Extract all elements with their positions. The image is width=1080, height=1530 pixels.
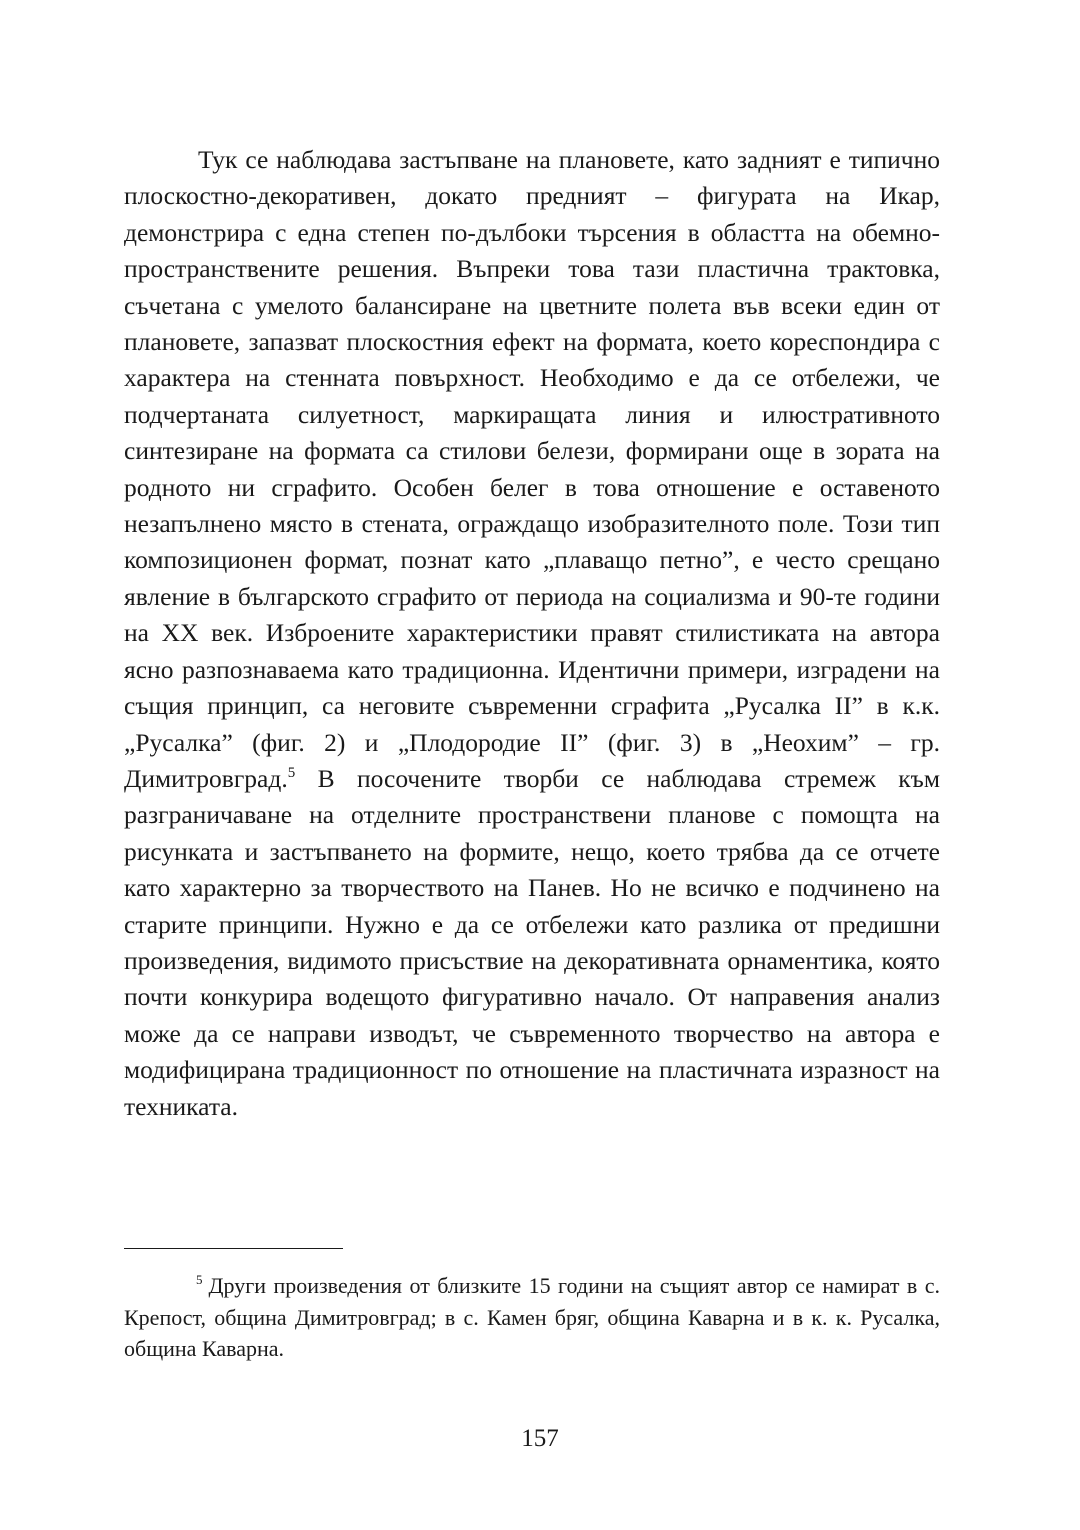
page-number: 157 [521, 1425, 559, 1452]
main-paragraph [124, 142, 940, 1125]
paragraph-text-part-1: Тук се наблюдава застъпване на плановете, като задният е типично плоскостно-декоративен, докато предният – фигурата на Икар, демонстрира с една степен по-дълбоки търсения в областта на обемно-пространствените решения. Въпреки това тази пластична трактовка, съчетана с умелото балансиране на цветните полета във всеки един от плановете, запазват плоскостния ефект на формата, което кореспондира с характера на стенната повърхност. Необходимо е да се отбележи, че подчертаната силуетност, маркиращата линия и илюстративното синтезиране на формата са стилови белези, формирани още в зората на родното ни сграфито. Особен белег в това отношение е оставеното незапълнено място в стената, ограждащо изобразителното поле. Този тип композиционен формат, познат като „плаващо петно”, е често срещано явление в българското сграфито от периода на социализма и 90-те години на XX век. Изброените характеристики правят стилистиката на автора ясно разпознаваема като традиционна. Идентични примери, изградени на същия принцип, са неговите съвременни сграфита „Русалка II” в к.к. „Русалка” (фиг. 2) и „Плодородие II” (фиг. 3) в „Неохим” – гр. Димитровград. [124, 145, 940, 793]
footnote [124, 1270, 940, 1365]
footnote-separator [124, 1248, 343, 1249]
paragraph-text-part-2: В посочените творби се наблюдава стремеж към разграничаване на отделните пространствени планове с помощта на рисунката и застъпването на формите, нещо, което трябва да се отчете като характерно за творчеството на Панев. Но не всичко е подчинено на старите принципи. Нужно е да се отбележи като разлика от предишни произведения, видимото присъствие на декоративната орнаментика, която почти конкурира водещото фигуративно начало. От направения анализ може да се направи изводът, че съвременното творчество на автора е модифицирана традиционност по отношение на пластичната изразност на техниката. [124, 763, 940, 1121]
footnote-mark: 5 [196, 1272, 203, 1287]
footnote-reference: 5 [287, 764, 296, 781]
footnote-text: Други произведения от близките 15 години на същият автор се намират в с. Крепост, община Димитровград; в с. Камен бряг, община Каварна и в к. к. Русалка, община Каварна. [124, 1273, 940, 1361]
